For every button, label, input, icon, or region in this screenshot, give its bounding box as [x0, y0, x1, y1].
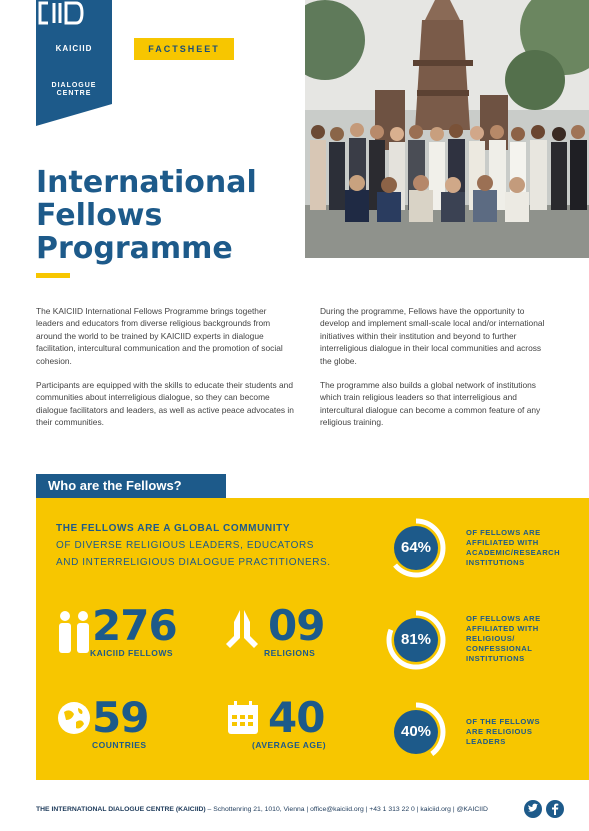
ring-line: AFFILIATED WITH [466, 624, 539, 633]
stat-label: COUNTRIES [92, 740, 147, 750]
ring-line: ACADEMIC/RESEARCH [466, 548, 561, 557]
twitter-icon[interactable] [524, 800, 542, 818]
ring-line: OF THE FELLOWS [466, 717, 541, 726]
globe-icon [56, 700, 92, 736]
stat-countries [92, 693, 149, 750]
ring-line: ARE RELIGIOUS [466, 727, 533, 736]
fellows-panel [36, 498, 589, 780]
footer-org: THE INTERNATIONAL DIALOGUE CENTRE (KAICIID) [36, 806, 206, 813]
ring-description [466, 614, 576, 664]
stat-label: (AVERAGE AGE) [252, 740, 327, 750]
ring-line: OF FELLOWS ARE [466, 614, 541, 623]
footer [36, 804, 496, 816]
body-paragraph: During the programme, Fellows have the opportunity to develop and implement small-scale local and/or international initiatives within their institution and beyond to further interreligious dialogue in their local communities and across the globe. [320, 306, 545, 366]
praying-hands-icon [224, 608, 260, 652]
body-column-left [36, 305, 294, 441]
ring-stat-religious-institutions [386, 608, 586, 678]
ring-description [466, 528, 576, 568]
group-photo-image [305, 0, 589, 258]
title-underline [36, 273, 70, 278]
body-paragraph: The programme also builds a global network of institutions which train religious leaders so that interreligious and intercultural dialogue can become a common feature of any religious training. [320, 380, 541, 428]
ring-line: LEADERS [466, 737, 506, 746]
intro-statement [56, 520, 356, 571]
ring-description [466, 717, 576, 747]
body-paragraph: The KAICIID International Fellows Programme brings together leaders and educators from diverse religious backgrounds from around the world to be trained by KAICIID experts in dialogue facilitation, intercultural communication and the promotion of social cohesion. [36, 306, 283, 366]
stat-value: 09 [268, 601, 325, 650]
stat-average-age [252, 693, 327, 750]
logo-mark-icon [36, 0, 86, 26]
logo-wordmark: KAICIID [55, 44, 93, 53]
ring-percent: 64% [400, 539, 432, 556]
logo-subtitle [36, 82, 112, 98]
factsheet-tag: FACTSHEET [134, 38, 234, 60]
ring-percent: 81% [400, 631, 432, 648]
stat-value: 40 [268, 693, 325, 742]
ring-line: CONFESSIONAL [466, 644, 533, 653]
stat-value: 276 [92, 601, 177, 650]
ring-line: INSTITUTIONS [466, 558, 525, 567]
title-line: Programme [36, 231, 233, 266]
ring-stat-religious-leaders [386, 700, 586, 770]
title-line: International [36, 165, 257, 200]
stat-religions [264, 601, 325, 658]
kaiciid-logo[interactable] [36, 0, 112, 126]
ring-percent: 40% [400, 723, 432, 740]
body-paragraph: Participants are equipped with the skills to educate their students and communities about interreligious dialogue, so they can become dialogue facilitators and leaders, as well as active peace advocates in their communities. [36, 380, 294, 428]
group-photo [305, 0, 589, 258]
body-column-right [320, 305, 552, 441]
intro-line: AND INTERRELIGIOUS DIALOGUE PRACTITIONERS. [56, 557, 331, 568]
facebook-icon[interactable] [546, 800, 564, 818]
logo-sub-line: DIALOGUE [51, 82, 97, 89]
ring-line: AFFILIATED WITH [466, 538, 539, 547]
title-line: Fellows [36, 198, 163, 233]
ring-line: RELIGIOUS/ [466, 634, 515, 643]
page-title [36, 166, 296, 265]
ring-stat-academic [386, 516, 586, 586]
intro-line: OF DIVERSE RELIGIOUS LEADERS, EDUCATORS [56, 540, 315, 551]
calendar-icon [226, 700, 260, 736]
stat-fellows [90, 601, 177, 658]
stat-label: RELIGIONS [264, 648, 316, 658]
intro-line: THE FELLOWS ARE A GLOBAL COMMUNITY [56, 523, 291, 534]
stat-value: 59 [92, 693, 149, 742]
section-heading: Who are the Fellows? [36, 474, 226, 498]
ring-line: INSTITUTIONS [466, 654, 525, 663]
people-icon [56, 610, 92, 654]
logo-sub-line: CENTRE [56, 90, 92, 97]
ring-line: OF FELLOWS ARE [466, 528, 541, 537]
footer-contact[interactable]: – Schottenring 21, 1010, Vienna | office@kaiciid.org | +43 1 313 22 0 | kaiciid.org | @KAICIID [205, 806, 488, 813]
stat-label: KAICIID FELLOWS [90, 648, 174, 658]
